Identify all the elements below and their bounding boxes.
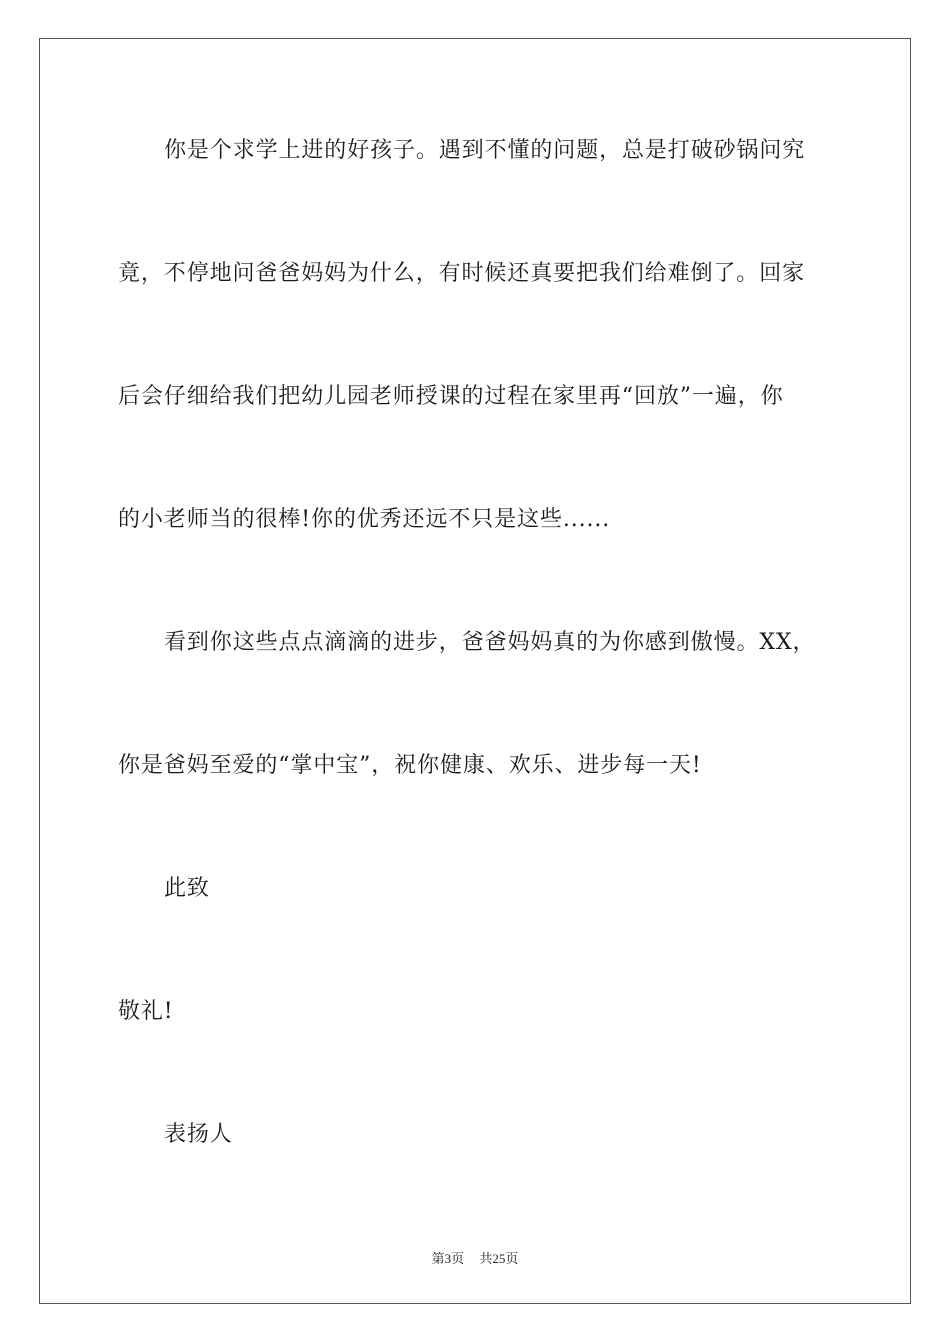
page-border bbox=[39, 38, 911, 1304]
closing-regards: 敬礼! bbox=[118, 999, 174, 1024]
closing-salutation: 此致 bbox=[164, 876, 210, 901]
signature-label: 表扬人 bbox=[164, 1122, 233, 1147]
page-number: 第3页 bbox=[431, 1251, 465, 1266]
page-total: 共25页 bbox=[479, 1251, 519, 1266]
paragraph-line-5: 看到你这些点点滴滴的进步，爸爸妈妈真的为你感到傲慢。XX， bbox=[164, 630, 816, 655]
paragraph-line-2: 竟，不停地问爸爸妈妈为什么，有时候还真要把我们给难倒了。回家 bbox=[118, 261, 806, 286]
page-footer bbox=[0, 1248, 950, 1267]
paragraph-line-3: 后会仔细给我们把幼儿园老师授课的过程在家里再“回放”一遍，你 bbox=[118, 384, 784, 409]
paragraph-line-6: 你是爸妈至爱的“掌中宝”，祝你健康、欢乐、进步每一天! bbox=[118, 753, 702, 778]
paragraph-line-1: 你是个求学上进的好孩子。遇到不懂的问题，总是打破砂锅问究 bbox=[164, 138, 806, 163]
paragraph-line-4: 的小老师当的很棒!你的优秀还远不只是这些...... bbox=[118, 507, 611, 532]
